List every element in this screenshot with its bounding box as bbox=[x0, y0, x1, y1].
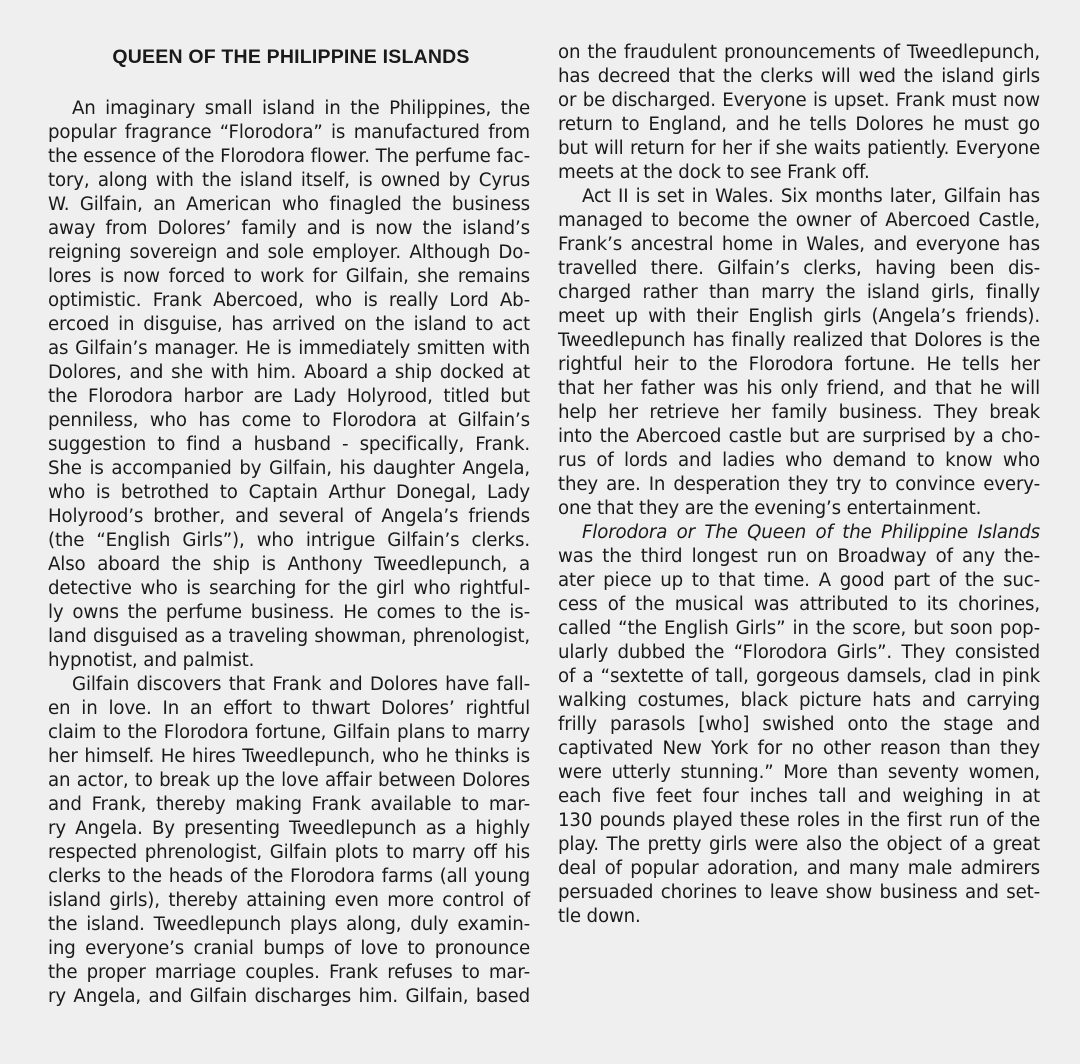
text-line: lores is now forced to work for Gilfain, she remains bbox=[48, 266, 530, 287]
text-line: persuaded chorines to leave show business and set- bbox=[558, 882, 1040, 903]
text-line: of a “sextette of tall, gorgeous damsels, clad in pink bbox=[558, 666, 1040, 687]
text-line: they are. In desperation they try to convince every- bbox=[558, 474, 1040, 495]
text-line: She is accompanied by Gilfain, his daughter Angela, bbox=[48, 458, 530, 479]
text-line: deal of popular adoration, and many male admirers bbox=[558, 858, 1040, 879]
text-line: the essence of the Florodora flower. The perfume fac- bbox=[48, 146, 530, 167]
text-line: frilly parasols [who] swished onto the stage and bbox=[558, 714, 1040, 735]
synopsis-text-right bbox=[558, 41, 1040, 929]
text-line: on the fraudulent pronouncements of Tweedlepunch, bbox=[558, 42, 1040, 63]
text-line: An imaginary small island in the Philippines, the bbox=[72, 98, 530, 119]
text-line: (the “English Girls”), who intrigue Gilfain’s clerks. bbox=[48, 530, 530, 551]
text-line: but will return for her if she waits patiently. Everyone bbox=[558, 138, 1040, 159]
text-line: ry Angela. By presenting Tweedlepunch as a highly bbox=[48, 818, 530, 839]
text-line: Also aboard the ship is Anthony Tweedlepunch, a bbox=[48, 554, 530, 575]
text-line: one that they are the evening’s entertainment. bbox=[558, 498, 982, 519]
text-line: into the Abercoed castle but are surprised by a cho- bbox=[558, 426, 1040, 447]
text-line: the Florodora harbor are Lady Holyrood, titled but bbox=[48, 386, 530, 407]
text-line: charged rather than marry the island girls, finally bbox=[558, 282, 1040, 303]
text-line: the proper marriage couples. Frank refuses to mar- bbox=[48, 962, 530, 983]
text-line: claim to the Florodora fortune, Gilfain plans to marry bbox=[48, 722, 530, 743]
text-line: en in love. In an effort to thwart Dolores’ rightful bbox=[48, 698, 530, 719]
text-line: Holyrood’s brother, and several of Angela’s friends bbox=[48, 506, 530, 527]
text-line: ing everyone’s cranial bumps of love to pronounce bbox=[48, 938, 530, 959]
text-line: meets at the dock to see Frank off. bbox=[558, 162, 870, 183]
text-line: away from Dolores’ family and is now the island’s bbox=[48, 218, 530, 239]
text-line: travelled there. Gilfain’s clerks, having been dis- bbox=[558, 258, 1040, 279]
text-line: reigning sovereign and sole employer. Although Do- bbox=[48, 242, 530, 263]
text-line: Florodora or The Queen of the Philippine Islands bbox=[582, 522, 1040, 543]
text-line: captivated New York for no other reason than they bbox=[558, 738, 1040, 759]
text-line: ly owns the perfume business. He comes to the is- bbox=[48, 602, 530, 623]
text-line: popular fragrance “Florodora” is manufactured from bbox=[48, 122, 530, 143]
text-line: were utterly stunning.” More than seventy women, bbox=[558, 762, 1040, 783]
text-line: 130 pounds played these roles in the first run of the bbox=[558, 810, 1040, 831]
text-line: land disguised as a traveling showman, phrenologist, bbox=[48, 626, 530, 647]
text-line: play. The pretty girls were also the object of a great bbox=[558, 834, 1040, 855]
right-column bbox=[558, 41, 1040, 929]
text-line: an actor, to break up the love affair between Dolores bbox=[48, 770, 530, 791]
text-line: rightful heir to the Florodora fortune. He tells her bbox=[558, 354, 1040, 375]
text-line: or be discharged. Everyone is upset. Frank must now bbox=[558, 90, 1040, 111]
text-line: as Gilfain’s manager. He is immediately smitten with bbox=[48, 338, 530, 359]
text-line: Dolores, and she with him. Aboard a ship docked at bbox=[48, 362, 530, 383]
text-line: penniless, who has come to Florodora at Gilfain’s bbox=[48, 410, 530, 431]
text-line: W. Gilfain, an American who finagled the business bbox=[48, 194, 530, 215]
text-line: detective who is searching for the girl who rightful- bbox=[48, 578, 530, 599]
text-line: Act II is set in Wales. Six months later, Gilfain has bbox=[582, 186, 1040, 207]
text-line: called “the English Girls” in the score, but soon pop- bbox=[558, 618, 1040, 639]
text-line: help her retrieve her family business. They break bbox=[558, 402, 1040, 423]
text-line: walking costumes, black picture hats and carrying bbox=[558, 690, 1040, 711]
text-line: island girls), thereby attaining even more control of bbox=[48, 890, 530, 911]
text-line: ercoed in disguise, has arrived on the island to act bbox=[48, 314, 530, 335]
text-line: the island. Tweedlepunch plays along, duly examin- bbox=[48, 914, 530, 935]
text-line: Gilfain discovers that Frank and Dolores have fall- bbox=[72, 674, 530, 695]
text-line: ry Angela, and Gilfain discharges him. Gilfain, based bbox=[48, 986, 530, 1007]
text-line: has decreed that the clerks will wed the island girls bbox=[558, 66, 1040, 87]
text-line: who is betrothed to Captain Arthur Donegal, Lady bbox=[48, 482, 530, 503]
text-line: and Frank, thereby making Frank available to mar- bbox=[48, 794, 530, 815]
text-line: optimistic. Frank Abercoed, who is really Lord Ab- bbox=[48, 290, 530, 311]
text-line: respected phrenologist, Gilfain plots to marry off his bbox=[48, 842, 530, 863]
left-column bbox=[48, 41, 530, 1009]
page-title: QUEEN OF THE PHILIPPINE ISLANDS bbox=[112, 46, 470, 68]
text-line: Frank’s ancestral home in Wales, and everyone has bbox=[558, 234, 1040, 255]
synopsis-text-left bbox=[48, 97, 530, 1009]
text-line: tory, along with the island itself, is owned by Cyrus bbox=[48, 170, 530, 191]
text-line: tle down. bbox=[558, 906, 641, 927]
text-line: Tweedlepunch has finally realized that Dolores is the bbox=[558, 330, 1040, 351]
text-line: each five feet four inches tall and weighing in at bbox=[558, 786, 1040, 807]
text-line: suggestion to find a husband - specifically, Frank. bbox=[48, 434, 530, 455]
text-line: clerks to the heads of the Florodora farms (all young bbox=[48, 866, 530, 887]
text-line: ater piece up to that time. A good part of the suc- bbox=[558, 570, 1040, 591]
text-line: was the third longest run on Broadway of any the- bbox=[558, 546, 1040, 567]
text-line: ularly dubbed the “Florodora Girls”. They consisted bbox=[558, 642, 1040, 663]
text-line: meet up with their English girls (Angela’s friends). bbox=[558, 306, 1040, 327]
text-line: that her father was his only friend, and that he will bbox=[558, 378, 1040, 399]
text-line: cess of the musical was attributed to its chorines, bbox=[558, 594, 1040, 615]
text-line: return to England, and he tells Dolores he must go bbox=[558, 114, 1040, 135]
text-line: hypnotist, and palmist. bbox=[48, 650, 255, 671]
text-line: rus of lords and ladies who demand to know who bbox=[558, 450, 1040, 471]
text-line: managed to become the owner of Abercoed Castle, bbox=[558, 210, 1040, 231]
text-line: her himself. He hires Tweedlepunch, who he thinks is bbox=[48, 746, 530, 767]
